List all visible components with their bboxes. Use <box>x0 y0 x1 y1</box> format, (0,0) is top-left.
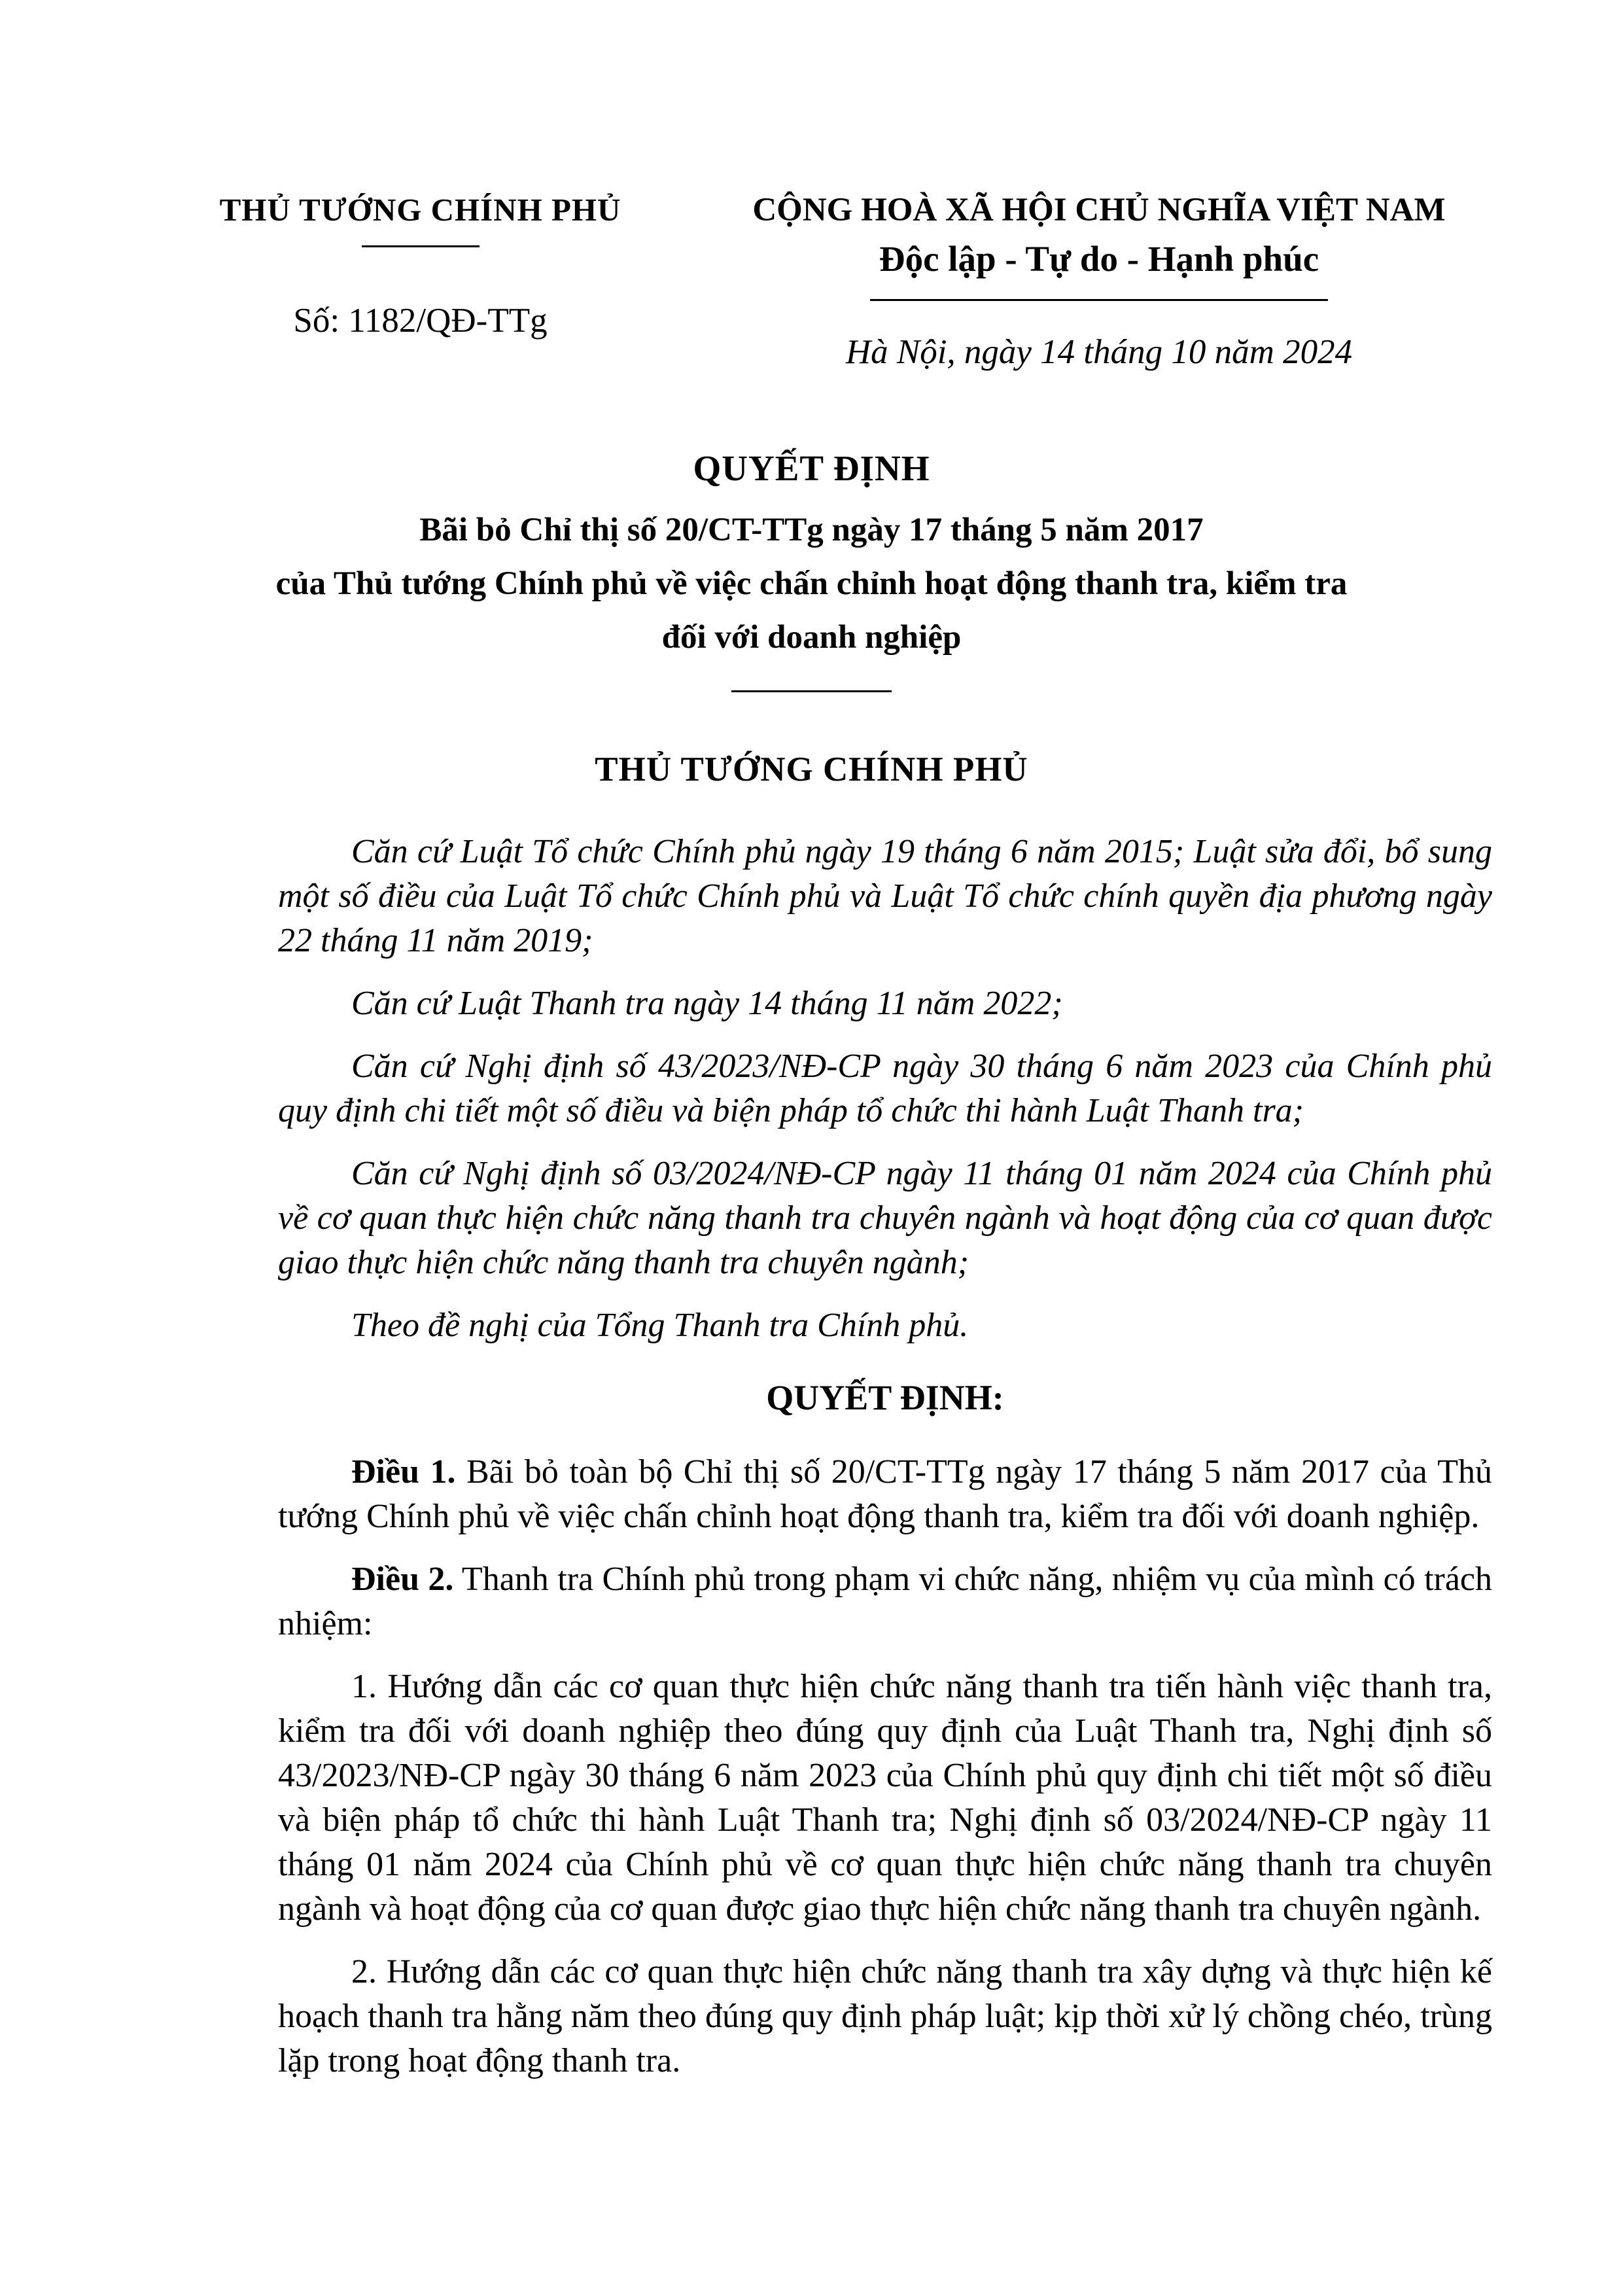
article-paragraph <box>278 1557 1492 1646</box>
header-issuing-authority <box>105 191 736 372</box>
document-number: Số: 1182/QĐ-TTg <box>293 302 548 340</box>
decision-heading: QUYẾT ĐỊNH: <box>766 1378 1004 1417</box>
national-motto: Độc lập - Tự do - Hạnh phúc <box>879 239 1319 279</box>
article-text: Bãi bỏ toàn bộ Chỉ thị số 20/CT-TTg ngày 17 tháng 5 năm 2017 của Thủ tướng Chính phủ về việc chấn chỉnh hoạt động thanh tra, kiểm tra đối với doanh nghiệp. <box>278 1453 1492 1535</box>
document-type-title: QUYẾT ĐỊNH <box>693 448 930 488</box>
preamble-paragraph: Căn cứ Nghị định số 03/2024/NĐ-CP ngày 11 tháng 01 năm 2024 của Chính phủ về cơ quan thực hiện chức năng thanh tra chuyên ngành và hoạt động của cơ quan được giao thực hiện chức năng thanh tra chuyên ngành; <box>278 1155 1492 1281</box>
preamble-paragraph: Theo đề nghị của Tổng Thanh tra Chính phủ. <box>351 1307 969 1344</box>
country-name: CỘNG HOÀ XÃ HỘI CHỦ NGHĨA VIỆT NAM <box>752 192 1446 228</box>
issuing-authority-name: THỦ TƯỚNG CHÍNH PHỦ <box>219 192 621 228</box>
article-label: Điều 2. <box>351 1561 454 1598</box>
document-header <box>0 0 1623 372</box>
title-subject-line: của Thủ tướng Chính phủ về việc chấn chỉnh hoạt động thanh tra, kiểm tra <box>275 565 1348 602</box>
title-block <box>0 448 1623 692</box>
preamble-section <box>278 830 1492 1348</box>
numbered-item: 1. Hướng dẫn các cơ quan thực hiện chức năng thanh tra tiến hành việc thanh tra, kiểm tra đối với doanh nghiệp theo đúng quy định của Luật Thanh tra, Nghị định số 43/2023/NĐ-CP ngày 30 tháng 6 năm 2023 của Chính phủ quy định chi tiết một số điều và biện pháp tổ chức thi hành Luật Thanh tra; Nghị định số 03/2024/NĐ-CP ngày 11 tháng 01 năm 2024 của Chính phủ về cơ quan thực hiện chức năng thanh tra chuyên ngành và hoạt động của cơ quan được giao thực hiện chức năng thanh tra chuyên ngành. <box>278 1668 1492 1928</box>
numbered-item: 2. Hướng dẫn các cơ quan thực hiện chức năng thanh tra xây dựng và thực hiện kế hoạch thanh tra hằng năm theo đúng quy định pháp luật; kịp thời xử lý chồng chéo, trùng lặp trong hoạt động thanh tra. <box>278 1953 1492 2079</box>
title-separator <box>731 690 892 692</box>
title-subject-line: Bãi bỏ Chỉ thị số 20/CT-TTg ngày 17 tháng 5 năm 2017 <box>419 512 1204 548</box>
article-paragraph <box>278 1450 1492 1539</box>
place-and-date: Hà Nội, ngày 14 tháng 10 năm 2024 <box>845 333 1353 371</box>
issuer-heading: THỦ TƯỚNG CHÍNH PHỦ <box>595 751 1028 788</box>
preamble-paragraph: Căn cứ Luật Tổ chức Chính phủ ngày 19 tháng 6 năm 2015; Luật sửa đổi, bổ sung một số điều của Luật Tổ chức Chính phủ và Luật Tổ chức chính quyền địa phương ngày 22 tháng 11 năm 2019; <box>278 833 1492 959</box>
document-body <box>278 830 1492 2083</box>
preamble-paragraph: Căn cứ Luật Thanh tra ngày 14 tháng 11 năm 2022; <box>351 985 1063 1022</box>
preamble-paragraph: Căn cứ Nghị định số 43/2023/NĐ-CP ngày 30 tháng 6 năm 2023 của Chính phủ quy định chi tiết một số điều và biện pháp tổ chức thi hành Luật Thanh tra; <box>278 1048 1492 1129</box>
header-national-motto <box>736 191 1462 372</box>
article-text: Thanh tra Chính phủ trong phạm vi chức năng, nhiệm vụ của mình có trách nhiệm: <box>278 1561 1493 1642</box>
motto-separator <box>870 299 1328 301</box>
issuing-authority-separator <box>362 245 480 247</box>
article-label: Điều 1. <box>351 1453 456 1491</box>
title-subject-line: đối với doanh nghiệp <box>661 619 962 656</box>
